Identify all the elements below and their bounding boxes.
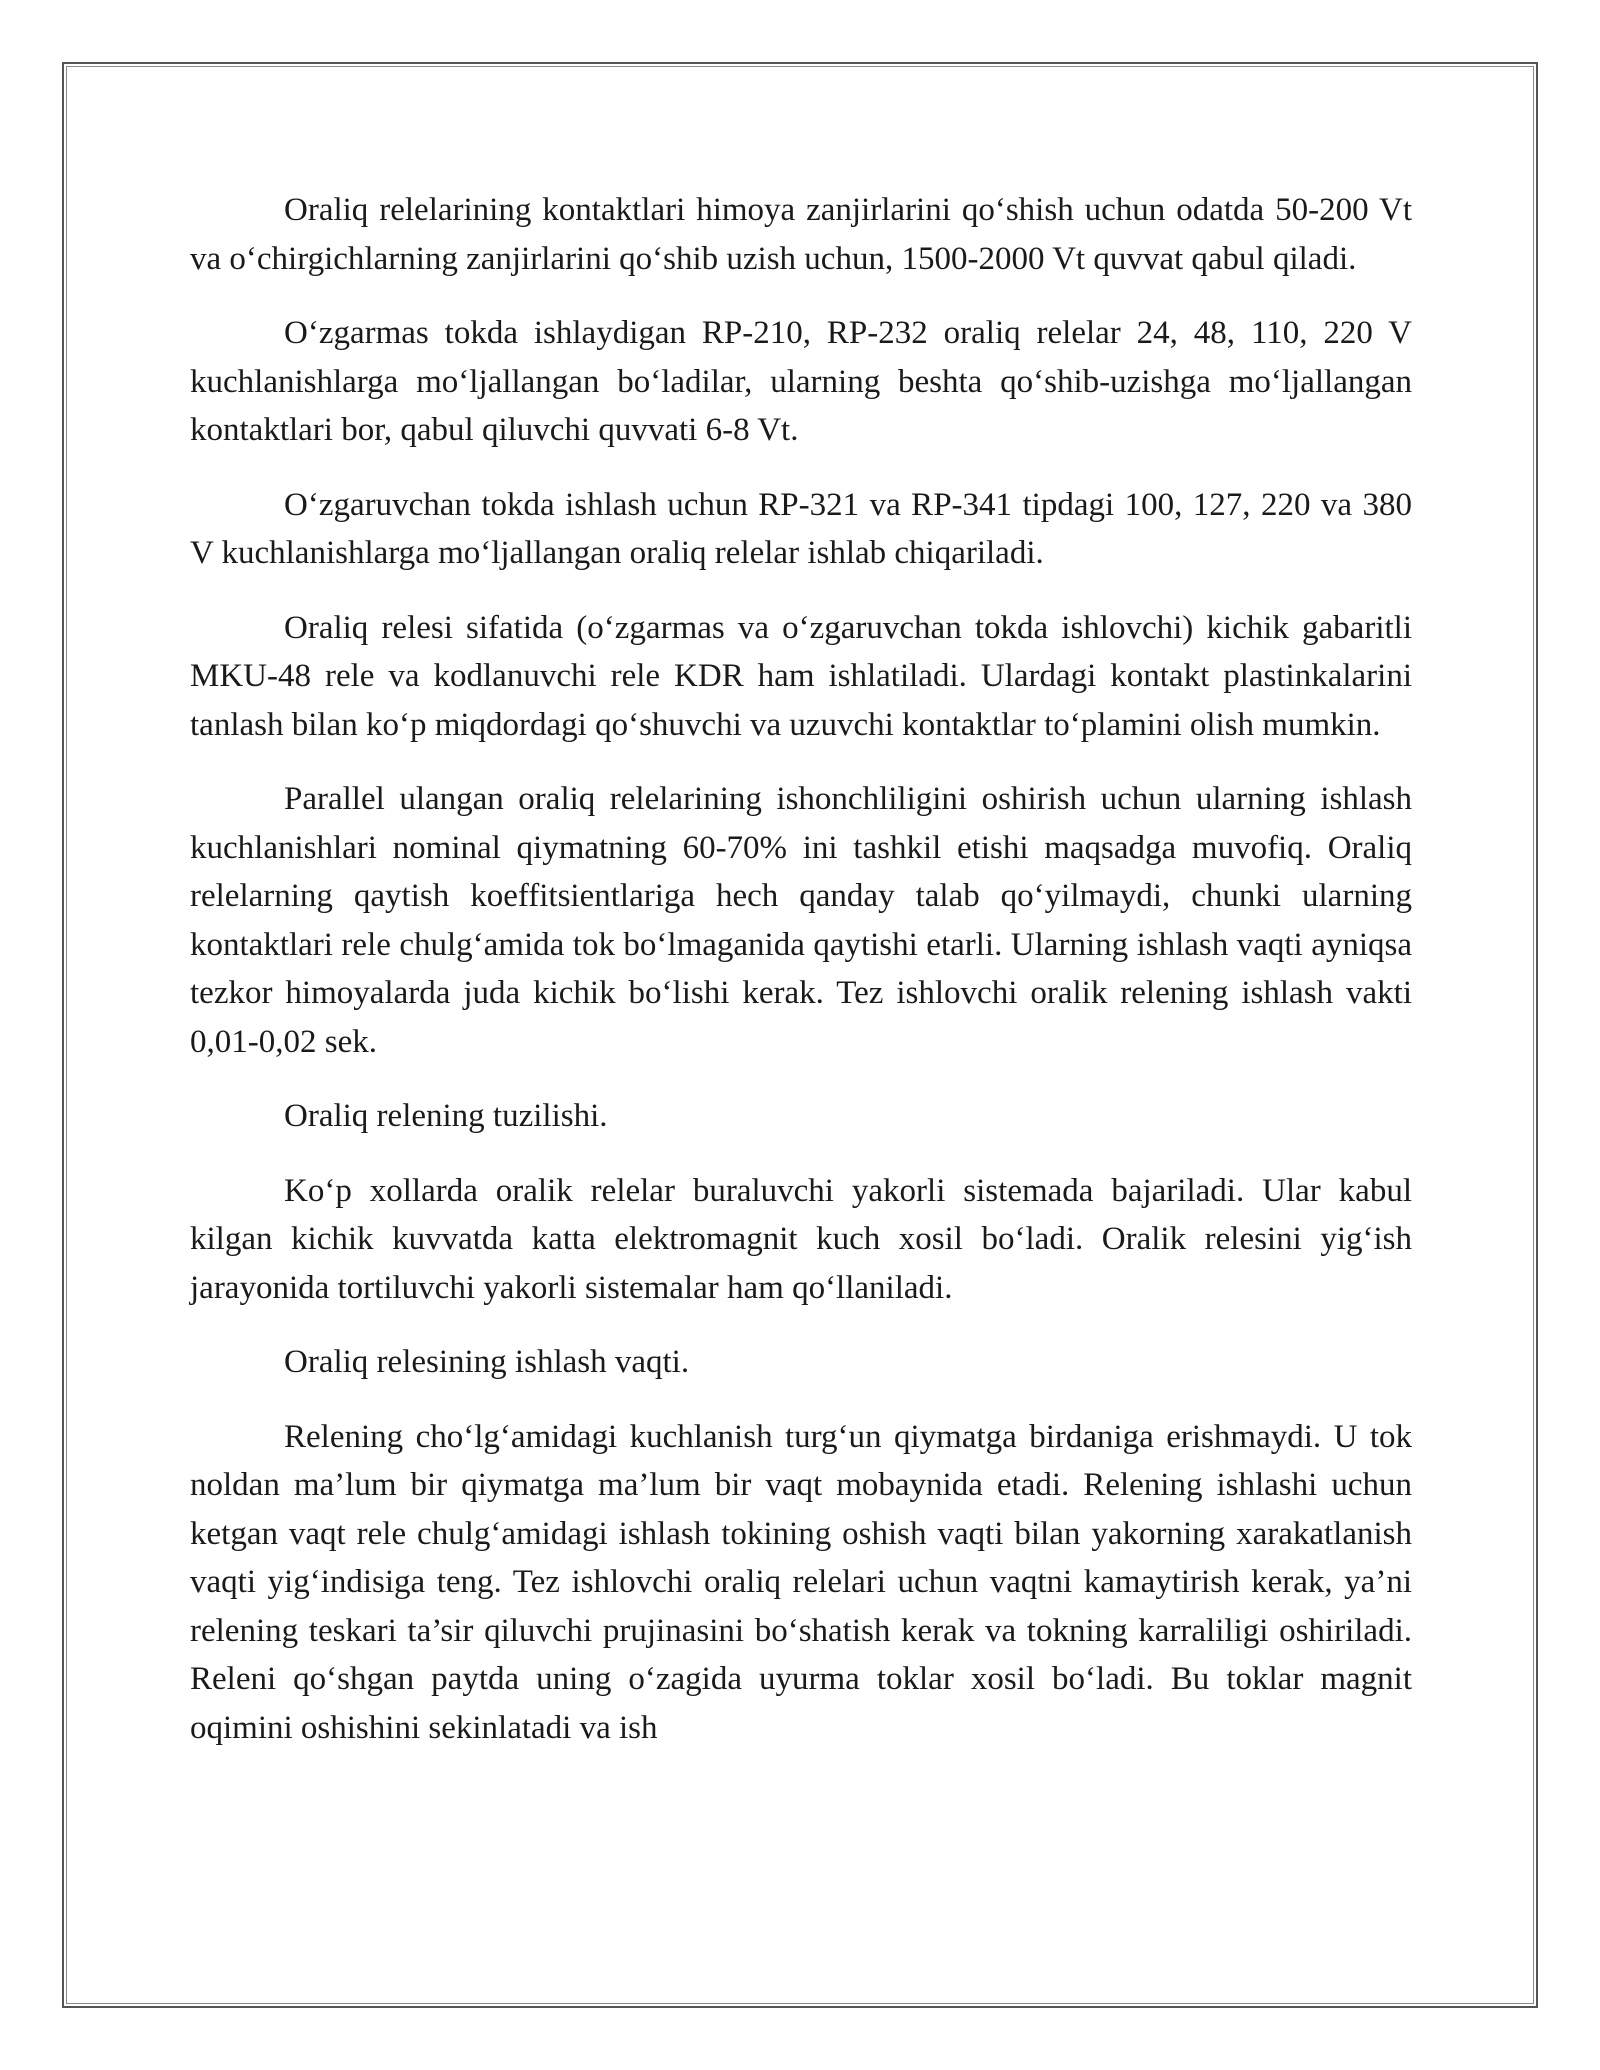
paragraph-reliability: Parallel ulangan oraliq relelarining ishonchliligini oshirish uchun ularning ishlash kuchlanishlari nominal qiymatning 60-70% ini tashkil etishi maqsadga muvofiq. Oraliq relelarning qaytish koeffitsientlariga hech qanday talab qo‘yilmaydi, chunki ularning kontaktlari rele chulg‘amida tok bo‘lmaganida qaytishi etarli. Ularning ishlash vaqti ayniqsa tezkor himoyalarda juda kichik bo‘lishi kerak. Tez ishlovchi oralik relening ishlash vakti 0,01-0,02 sek. (190, 781, 1412, 1060)
paragraph-operating-time: Relening cho‘lg‘amidagi kuchlanish turg‘un qiymatga birdaniga erishmaydi. U tok noldan ma’lum bir qiymatga ma’lum bir vaqt mobaynida etadi. Relening ishlashi uchun ketgan vaqt rele chulg‘amidagi ishlash tokining oshish vaqti bilan yakorning xarakatlanish vaqti yig‘indisiga teng. Tez ishlovchi oraliq relelari uchun vaqtni kamaytirish kerak, ya’ni relening teskari ta’sir qiluvchi prujinasini bo‘shatish kerak va tokning karraliligi oshiriladi. Releni qo‘shgan paytda uning o‘zagida uyurma toklar xosil bo‘ladi. Bu toklar magnit oqimini oshishini sekinlatadi va ish (190, 1418, 1412, 1746)
document-body (190, 186, 1412, 1778)
paragraph-dc-relays: O‘zgarmas tokda ishlaydigan RP-210, RP-232 oraliq relelar 24, 48, 110, 220 V kuchlanishlarga mo‘ljallangan bo‘ladilar, ularning beshta qo‘shib-uzishga mo‘ljallangan kontaktlari bor, qabul qiluvchi quvvati 6-8 Vt. (190, 315, 1412, 448)
paragraph-ac-relays: O‘zgaruvchan tokda ishlash uchun RP-321 va RP-341 tipdagi 100, 127, 220 va 380 V kuchlanishlarga mo‘ljallangan oraliq relelar ishlab chiqariladi. (190, 486, 1412, 571)
paragraph-structure: Ko‘p xollarda oralik relelar buraluvchi yakorli sistemada bajariladi. Ular kabul kilgan kichik kuvvatda katta elektromagnit kuch xosil bo‘ladi. Oralik relesini yig‘ish jarayonida tortiluvchi yakorli sistemalar ham qo‘llaniladi. (190, 1172, 1412, 1306)
section-heading-operating-time: Oraliq relesining ishlash vaqti. (284, 1344, 690, 1380)
paragraph-relay-contact-power: Oraliq relelarining kontaktlari himoya zanjirlarini qo‘shish uchun odatda 50-200 Vt va o‘chirgichlarning zanjirlarini qo‘shib uzish uchun, 1500-2000 Vt quvvat qabul qiladi. (190, 192, 1412, 277)
paragraph-mku-kdr-relays: Oraliq relesi sifatida (o‘zgarmas va o‘zgaruvchan tokda ishlovchi) kichik gabaritli MKU-48 rele va kodlanuvchi rele KDR ham ishlatiladi. Ulardagi kontakt plastinkalarini tanlash bilan ko‘p miqdordagi qo‘shuvchi va uzuvchi kontaktlar to‘plamini olish mumkin. (190, 609, 1412, 743)
section-heading-structure: Oraliq relening tuzilishi. (284, 1098, 608, 1134)
